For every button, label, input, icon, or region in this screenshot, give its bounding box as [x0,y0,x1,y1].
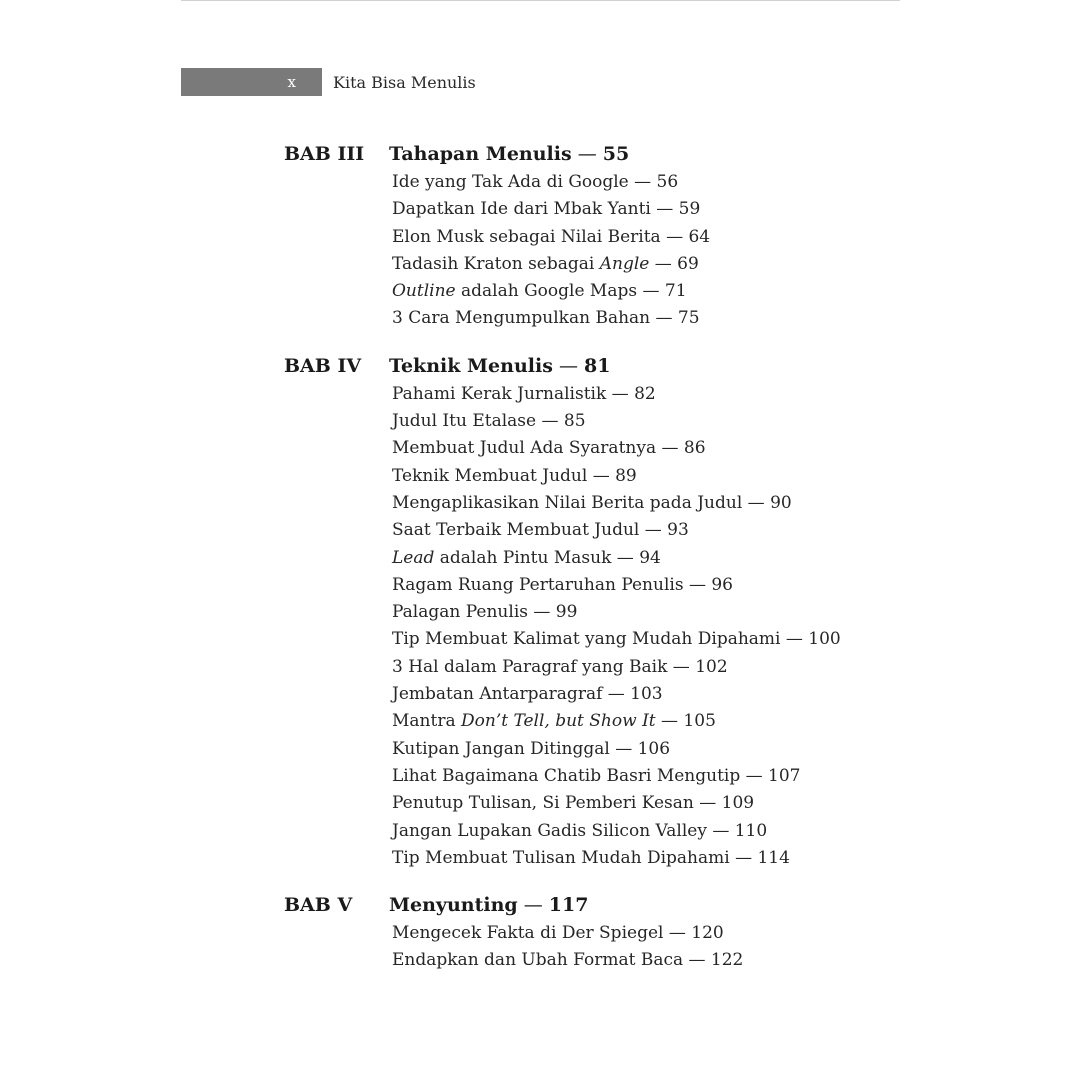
entry-text: adalah Pintu Masuk — 94 [434,547,661,568]
toc-entry [392,463,844,490]
entry-text: Tip Membuat Kalimat yang Mudah Dipahami — 100 [392,629,841,650]
entry-text: Teknik Membuat Judul — 89 [392,465,637,486]
entry-text: Jangan Lupakan Gadis Silicon Valley — 110 [392,820,768,841]
entry-text: Saat Terbaik Membuat Judul — 93 [392,520,689,541]
entry-text: 3 Hal dalam Paragraf yang Baik — 102 [392,656,728,677]
chapter-section [284,351,844,872]
entry-text: Endapkan dan Ubah Format Baca — 122 [392,950,744,971]
chapter-title-dash: — [517,894,549,917]
toc-entry [392,736,844,763]
entry-text: adalah Google Maps — 71 [455,281,687,302]
toc-entry [392,920,844,947]
chapter-page-number: 117 [548,894,589,917]
toc-entry [392,599,844,626]
toc-entry [392,947,844,974]
chapter-section [284,139,844,333]
table-of-contents [284,139,844,993]
book-title: Kita Bisa Menulis [333,72,476,92]
entry-text: Membuat Judul Ada Syaratnya — 86 [392,438,706,459]
chapter-heading [284,351,844,381]
toc-entry [392,763,844,790]
entry-text: Elon Musk sebagai Nilai Berita — 64 [392,226,711,247]
toc-entry [392,381,844,408]
toc-entry [392,845,844,872]
entry-text: Jembatan Antarparagraf — 103 [392,684,663,705]
toc-entry [392,790,844,817]
chapter-page-number: 55 [602,143,630,165]
running-header [181,68,476,96]
chapter-title [389,355,610,377]
toc-entry [392,169,844,196]
chapter-label: BAB V [284,894,353,917]
entry-text: 3 Cara Mengumpulkan Bahan — 75 [392,308,700,329]
chapter-title-text: Tahapan Menulis [389,143,572,165]
chapter-label: BAB III [284,143,365,165]
entry-text: Pahami Kerak Jurnalistik — 82 [392,383,656,404]
entry-list [392,920,844,975]
chapter-title [389,894,588,916]
chapter-label: BAB IV [284,354,362,377]
entry-text: — 105 [655,711,716,732]
entry-text: Mengecek Fakta di Der Spiegel — 120 [392,923,724,944]
toc-entry [392,251,844,278]
chapter-section [284,890,844,975]
toc-entry [392,654,844,681]
toc-entry [392,435,844,462]
top-rule [181,0,900,1]
toc-entry [392,517,844,544]
entry-text-italic: Angle [599,253,650,274]
chapter-heading [284,890,844,920]
entry-text: Tip Membuat Tulisan Mudah Dipahami — 114 [392,847,790,868]
entry-text: Mantra [392,711,461,732]
chapter-title-text: Teknik Menulis [389,354,553,377]
entry-text: Mengaplikasikan Nilai Berita pada Judul — 90 [392,492,792,513]
toc-entry [392,681,844,708]
entry-text: Penutup Tulisan, Si Pemberi Kesan — 109 [392,793,755,814]
entry-text: — 69 [649,253,699,274]
chapter-page-number: 81 [584,354,611,377]
toc-entry [392,196,844,223]
entry-text-italic: Outline [392,281,456,302]
entry-text: Ragam Ruang Pertaruhan Penulis — 96 [392,574,733,595]
entry-text: Judul Itu Etalase — 85 [392,411,586,432]
entry-text: Tadasih Kraton sebagai [392,253,600,274]
page-number-box [181,68,322,96]
toc-entry [392,708,844,735]
chapter-title-dash: — [552,354,584,377]
entry-text: Palagan Penulis — 99 [392,602,578,623]
toc-entry [392,572,844,599]
chapter-title-text: Menyunting [389,894,518,917]
toc-entry [392,224,844,251]
entry-text-italic: Lead [392,547,435,568]
toc-entry [392,408,844,435]
entry-list [392,169,844,333]
toc-entry [392,545,844,572]
entry-text-italic: Don’t Tell, but Show It [461,711,656,732]
entry-text: Lihat Bagaimana Chatib Basri Mengutip — 107 [392,765,801,786]
entry-text: Dapatkan Ide dari Mbak Yanti — 59 [392,199,701,220]
toc-entry [392,490,844,517]
chapter-heading [284,139,844,169]
toc-entry [392,818,844,845]
entry-text: Kutipan Jangan Ditinggal — 106 [392,738,671,759]
entry-list [392,381,844,872]
chapter-title-dash: — [571,143,603,165]
toc-entry [392,278,844,305]
toc-entry [392,626,844,653]
entry-text: Ide yang Tak Ada di Google — 56 [392,172,679,192]
chapter-title [389,143,629,165]
page-number: x [287,73,296,91]
toc-entry [392,305,844,332]
